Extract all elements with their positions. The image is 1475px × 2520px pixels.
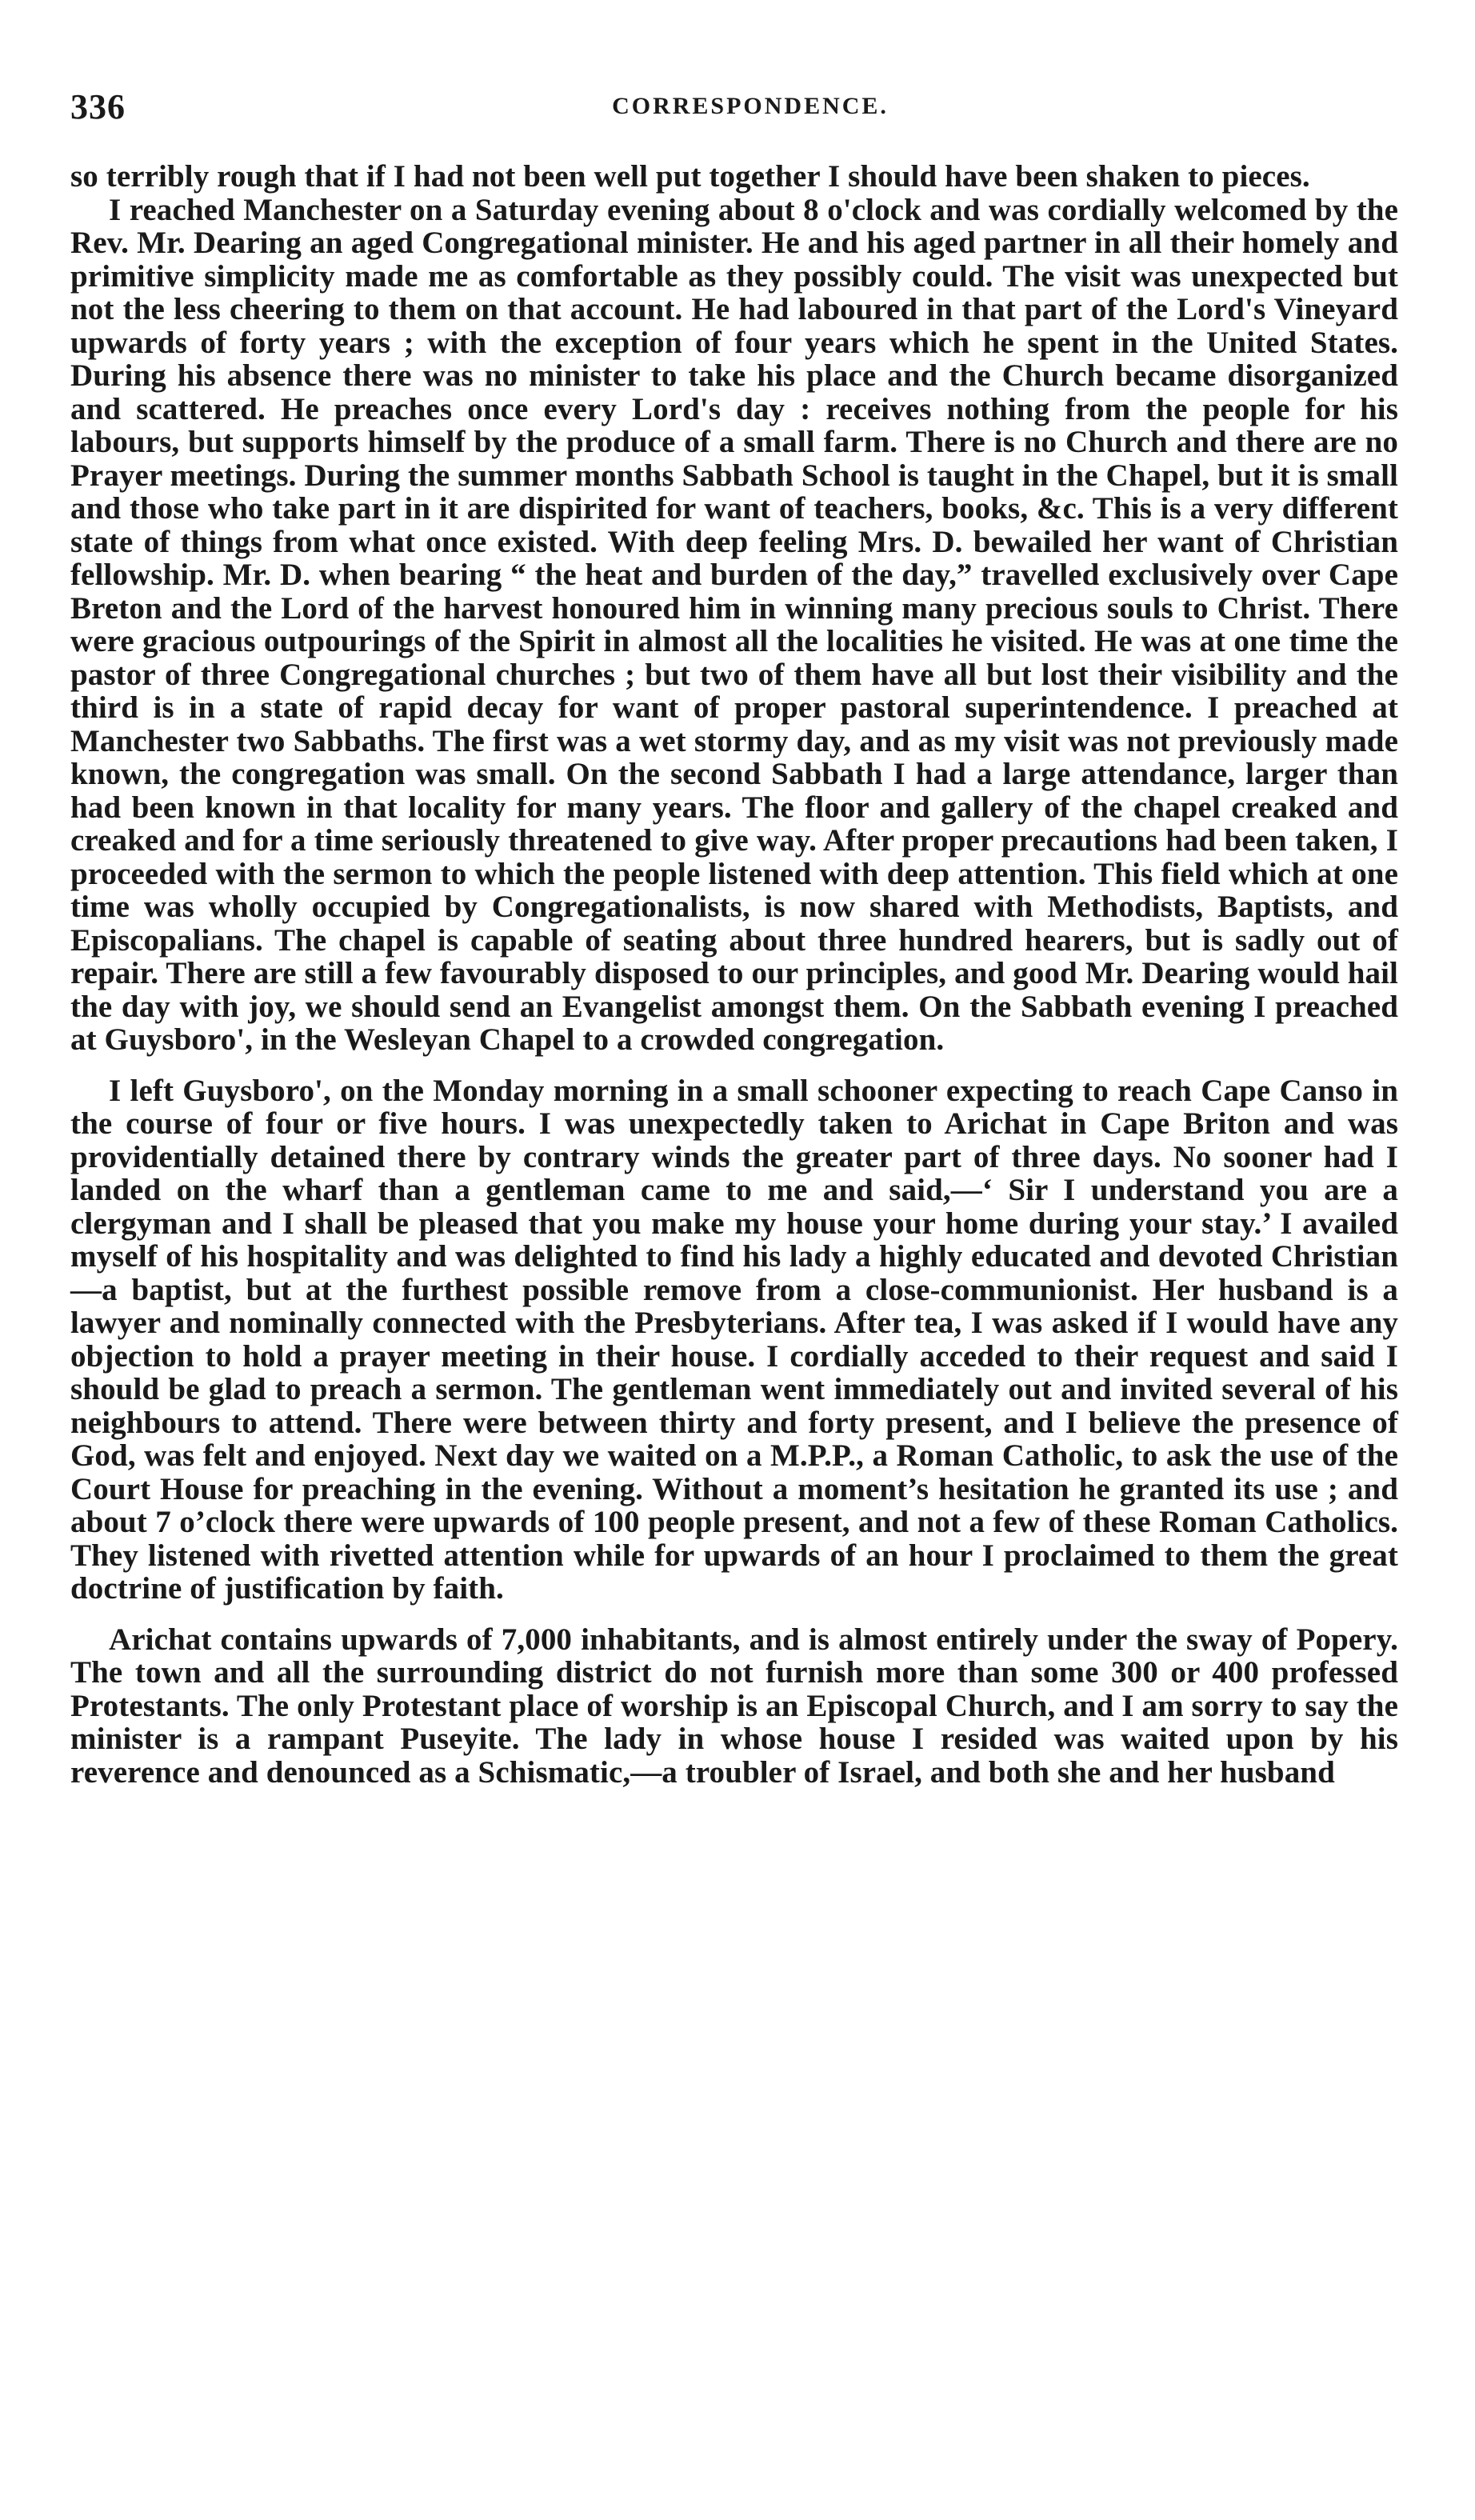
paragraph-guysboro-arichat: I left Guysboro', on the Monday morning in a small schooner expecting to reach Cape Canso in the course of four or five hours. I was unexpectedly taken to Arichat in Cape Briton and was providentially detained there by contrary winds the greater part of three days. No sooner had I landed on the wharf than a gentleman came to me and said,—‘ Sir I understand you are a clergyman and I shall be pleased that you make my house your home during your stay.’ I availed myself of his hospitality and was delighted to find his lady a highly educated and devoted Christian—a baptist, but at the furthest possible remove from a close-communionist. Her husband is a lawyer and nominally connected with the Presbyterians. After tea, I was asked if I would have any objection to hold a prayer meeting in their house. I cordially acceded to their request and said I should be glad to preach a sermon. The gentleman went immediately out and invited several of his neighbours to attend. There were between thirty and forty present, and I believe the presence of God, was felt and enjoyed. Next day we waited on a M.P.P., a Roman Catholic, to ask the use of the Court House for preaching in the evening. Without a moment’s hesitation he granted its use ; and about 7 o’clock there were upwards of 100 people present, and not a few of these Roman Catholics. They listened with rivetted attention while for upwards of an hour I proclaimed to them the great doctrine of justification by faith.	[70, 1073, 1398, 1606]
section-title: CORRESPONDENCE.	[612, 93, 889, 119]
running-head	[70, 86, 1398, 138]
page-number: 336	[70, 87, 126, 126]
page	[70, 86, 1398, 1789]
paragraph-arichat-popery: Arichat contains upwards of 7,000 inhabitants, and is almost entirely under the sway of Popery. The town and all the surrounding district do not furnish more than some 300 or 400 professed Protestants. The only Protestant place of worship is an Episcopal Church, and I am sorry to say the minister is a rampant Puseyite. The lady in whose house I resided was waited upon by his reverence and denounced as a Schismatic,—a troubler of Israel, and both she and her husband	[70, 1622, 1398, 1790]
paragraph-continuation: so terribly rough that if I had not been well put together I should have been shaken to pieces.	[70, 159, 1310, 194]
paragraph-manchester: I reached Manchester on a Saturday evening about 8 o'clock and was cordially welcomed by the Rev. Mr. Dearing an aged Congregational minister. He and his aged partner in all their homely and primitive simplicity made me as comfortable as they possibly could. The visit was unexpected but not the less cheering to them on that account. He had laboured in that part of the Lord's Vineyard upwards of forty years ; with the exception of four years which he spent in the United States. During his absence there was no minister to take his place and the Church became disorganized and scattered. He preaches once every Lord's day : receives nothing from the people for his labours, but supports himself by the produce of a small farm. There is no Church and there are no Prayer meetings. During the summer months Sabbath School is taught in the Chapel, but it is small and those who take part in it are dispirited for want of teachers, books, &c. This is a very different state of things from what once existed. With deep feeling Mrs. D. bewailed her want of Christian fellowship. Mr. D. when bearing “ the heat and burden of the day,” travelled exclusively over Cape Breton and the Lord of the harvest honoured him in winning many precious souls to Christ. There were gracious outpourings of the Spirit in almost all the localities he visited. He was at one time the pastor of three Congregational churches ; but two of them have all but lost their visibility and the third is in a state of rapid decay for want of proper pastoral superintendence. I preached at Manchester two Sabbaths. The first was a wet stormy day, and as my visit was not previously made known, the congregation was small. On the second Sabbath I had a large attendance, larger than had been known in that locality for many years. The floor and gallery of the chapel creaked and creaked and for a time seriously threatened to give way. After proper precautions had been taken, I proceeded with the sermon to which the people listened with deep attention. This field which at one time was wholly occupied by Congregationalists, is now shared with Methodists, Baptists, and Episcopalians. The chapel is capable of seating about three hundred hearers, but is sadly out of repair. There are still a few favourably disposed to our principles, and good Mr. Dearing would hail the day with joy, we should send an Evangelist amongst them. On the Sabbath evening I preached at Guysboro', in the Wesleyan Chapel to a crowded congregation.	[70, 192, 1398, 1057]
